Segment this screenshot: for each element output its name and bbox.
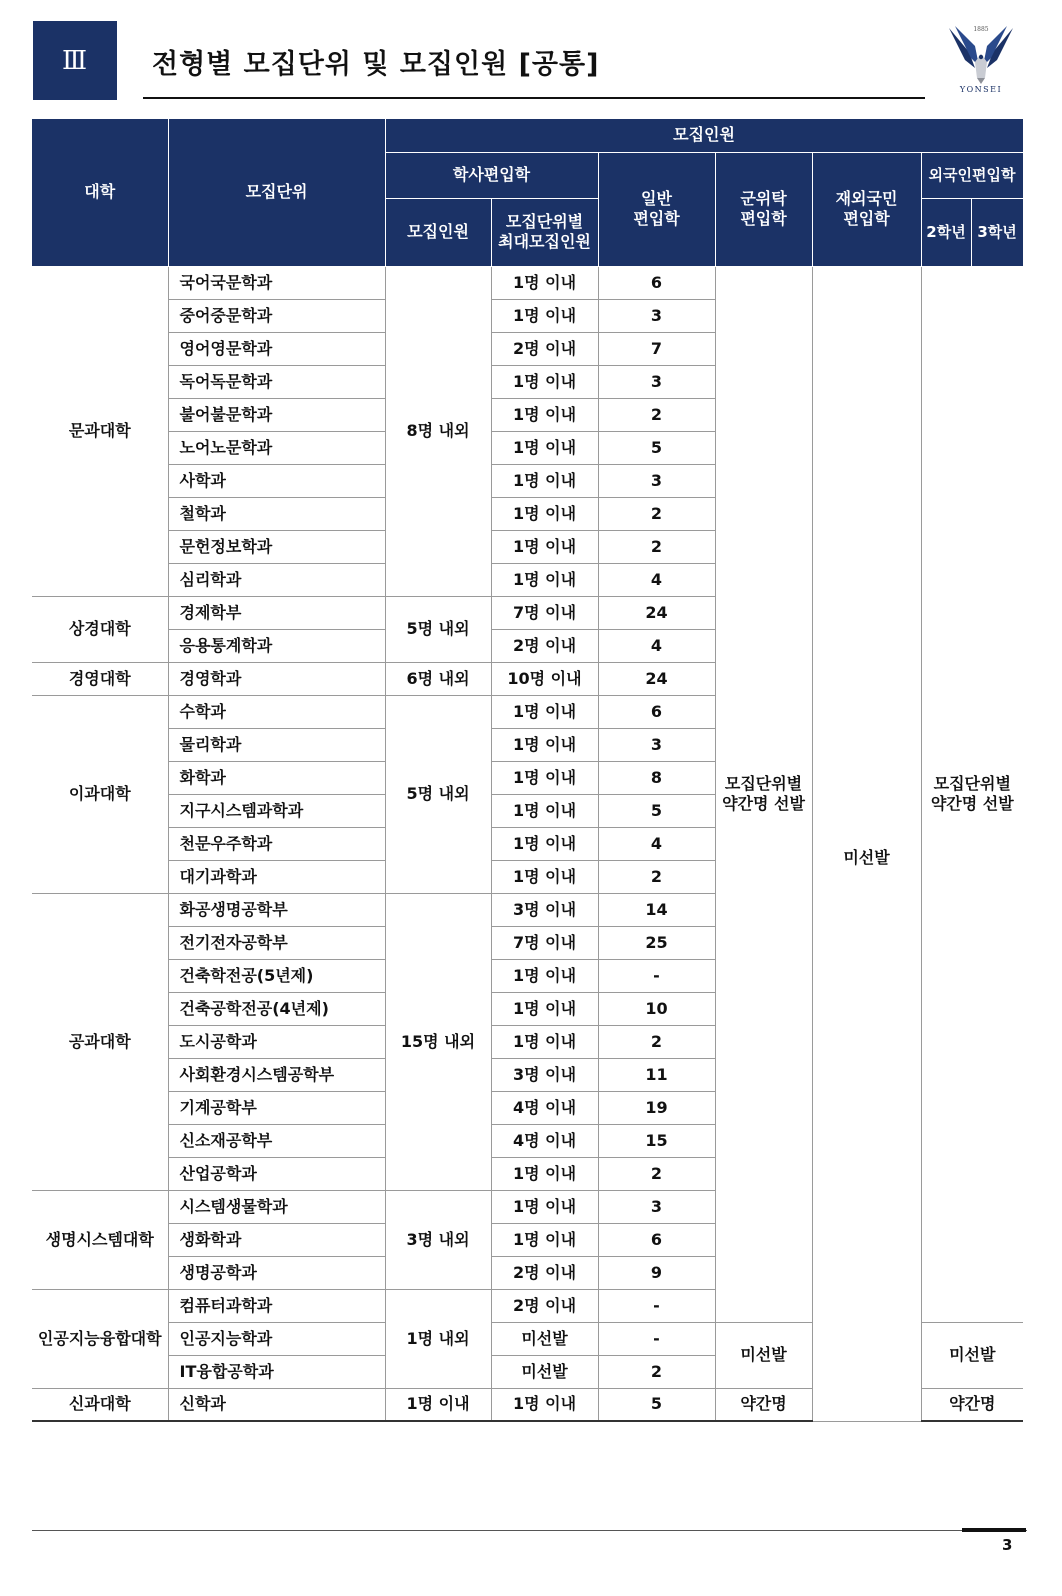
header-overseas-line1: 재외국민 xyxy=(835,189,898,208)
unit-max-cell: 1명 이내 xyxy=(491,1190,598,1223)
unit-max-cell: 1명 이내 xyxy=(491,1223,598,1256)
unit-cell: 응용통계학과 xyxy=(168,629,385,662)
header-year2: 2학년 xyxy=(921,198,971,266)
unit-max-cell: 1명 이내 xyxy=(491,1025,598,1058)
unit-max-cell: 1명 이내 xyxy=(491,1157,598,1190)
section-numeral-badge: Ⅲ xyxy=(33,21,117,100)
unit-max-cell: 1명 이내 xyxy=(491,860,598,893)
header-unit-max xyxy=(491,198,598,266)
header-foreign-transfer: 외국인편입학 xyxy=(921,152,1023,198)
header-bachelor-quota: 모집인원 xyxy=(385,198,491,266)
general-transfer-cell: 11 xyxy=(598,1058,715,1091)
general-transfer-cell: 10 xyxy=(598,992,715,1025)
header-military-transfer xyxy=(715,152,812,266)
general-transfer-cell: 2 xyxy=(598,497,715,530)
unit-max-cell: 1명 이내 xyxy=(491,827,598,860)
college-cell: 상경대학 xyxy=(32,596,168,662)
header-unit-max-line1: 모집단위별 xyxy=(505,212,584,231)
cell-line: 모집단위별 xyxy=(724,774,803,793)
unit-max-cell: 4명 이내 xyxy=(491,1124,598,1157)
unit-max-cell: 1명 이내 xyxy=(491,1388,598,1421)
college-cell: 인공지능융합대학 xyxy=(32,1289,168,1388)
unit-cell: 도시공학과 xyxy=(168,1025,385,1058)
unit-cell: 산업공학과 xyxy=(168,1157,385,1190)
unit-cell: 노어노문학과 xyxy=(168,431,385,464)
header-unit-max-line2: 최대모집인원 xyxy=(498,232,591,251)
unit-cell: 인공지능학과 xyxy=(168,1322,385,1355)
unit-max-cell: 1명 이내 xyxy=(491,992,598,1025)
cell-line: 약간명 선발 xyxy=(722,794,805,813)
general-transfer-cell: 6 xyxy=(598,1223,715,1256)
general-transfer-cell: 3 xyxy=(598,728,715,761)
header-military-line1: 군위탁 xyxy=(740,189,787,208)
college-cell: 공과대학 xyxy=(32,893,168,1190)
unit-cell: 국어국문학과 xyxy=(168,266,385,299)
title-underline xyxy=(143,97,925,99)
bachelor-quota-cell: 5명 내외 xyxy=(385,596,491,662)
bachelor-quota-cell: 15명 내외 xyxy=(385,893,491,1190)
general-transfer-cell: 4 xyxy=(598,827,715,860)
quota-table-body xyxy=(32,266,1023,1421)
unit-max-cell: 4명 이내 xyxy=(491,1091,598,1124)
unit-max-cell: 1명 이내 xyxy=(491,497,598,530)
unit-max-cell: 1명 이내 xyxy=(491,365,598,398)
unit-cell: 중어중문학과 xyxy=(168,299,385,332)
footer-rule xyxy=(32,1530,1027,1531)
college-cell: 신과대학 xyxy=(32,1388,168,1421)
general-transfer-cell: 3 xyxy=(598,299,715,332)
page-number: 3 xyxy=(1002,1536,1013,1554)
military-main-cell xyxy=(715,266,812,1322)
general-transfer-cell: 24 xyxy=(598,596,715,629)
unit-cell: IT융합공학과 xyxy=(168,1355,385,1388)
unit-max-cell: 1명 이내 xyxy=(491,464,598,497)
unit-cell: 경영학과 xyxy=(168,662,385,695)
header-general-line1: 일반 xyxy=(641,189,672,208)
general-transfer-cell: 4 xyxy=(598,629,715,662)
unit-max-cell: 1명 이내 xyxy=(491,530,598,563)
bachelor-quota-cell: 1명 이내 xyxy=(385,1388,491,1421)
unit-max-cell: 1명 이내 xyxy=(491,431,598,464)
bachelor-quota-cell: 1명 내외 xyxy=(385,1289,491,1388)
unit-max-cell: 2명 이내 xyxy=(491,332,598,365)
unit-cell: 건축공학전공(4년제) xyxy=(168,992,385,1025)
college-cell: 문과대학 xyxy=(32,266,168,596)
header-quota-group: 모집인원 xyxy=(385,119,1023,152)
unit-cell: 불어불문학과 xyxy=(168,398,385,431)
unit-cell: 지구시스템과학과 xyxy=(168,794,385,827)
header-overseas-transfer xyxy=(812,152,921,266)
college-cell: 이과대학 xyxy=(32,695,168,893)
unit-max-cell: 1명 이내 xyxy=(491,299,598,332)
general-transfer-cell: 6 xyxy=(598,266,715,299)
unit-max-cell: 2명 이내 xyxy=(491,1256,598,1289)
general-transfer-cell: 2 xyxy=(598,398,715,431)
college-cell: 경영대학 xyxy=(32,662,168,695)
military-ai-cell: 미선발 xyxy=(715,1322,812,1388)
unit-cell: 기계공학부 xyxy=(168,1091,385,1124)
unit-cell: 사회환경시스템공학부 xyxy=(168,1058,385,1091)
header-year3: 3학년 xyxy=(971,198,1023,266)
unit-cell: 화학과 xyxy=(168,761,385,794)
unit-max-cell: 1명 이내 xyxy=(491,959,598,992)
general-transfer-cell: - xyxy=(598,959,715,992)
unit-cell: 사학과 xyxy=(168,464,385,497)
unit-max-cell: 7명 이내 xyxy=(491,596,598,629)
unit-cell: 생명공학과 xyxy=(168,1256,385,1289)
unit-max-cell: 미선발 xyxy=(491,1355,598,1388)
military-theology-cell: 약간명 xyxy=(715,1388,812,1421)
unit-max-cell: 1명 이내 xyxy=(491,695,598,728)
general-transfer-cell: 7 xyxy=(598,332,715,365)
unit-cell: 물리학과 xyxy=(168,728,385,761)
unit-max-cell: 미선발 xyxy=(491,1322,598,1355)
general-transfer-cell: 5 xyxy=(598,794,715,827)
general-transfer-cell: 14 xyxy=(598,893,715,926)
general-transfer-cell: 3 xyxy=(598,1190,715,1223)
cell-line: 약간명 선발 xyxy=(930,794,1014,813)
header-military-line2: 편입학 xyxy=(740,209,787,228)
college-cell: 생명시스템대학 xyxy=(32,1190,168,1289)
quota-table xyxy=(32,119,1024,1422)
unit-cell: 독어독문학과 xyxy=(168,365,385,398)
unit-cell: 대기과학과 xyxy=(168,860,385,893)
header-overseas-line2: 편입학 xyxy=(843,209,890,228)
general-transfer-cell: 9 xyxy=(598,1256,715,1289)
unit-max-cell: 2명 이내 xyxy=(491,629,598,662)
foreign-main-cell xyxy=(921,266,1023,1322)
cell-line: 모집단위별 xyxy=(933,774,1011,793)
general-transfer-cell: 2 xyxy=(598,1355,715,1388)
unit-cell: 생화학과 xyxy=(168,1223,385,1256)
unit-cell: 컴퓨터과학과 xyxy=(168,1289,385,1322)
page-title: 전형별 모집단위 및 모집인원 [공통] xyxy=(152,49,600,80)
header-general-transfer xyxy=(598,152,715,266)
general-transfer-cell: 5 xyxy=(598,431,715,464)
unit-cell: 천문우주학과 xyxy=(168,827,385,860)
foreign-theology-cell: 약간명 xyxy=(921,1388,1023,1421)
unit-cell: 시스템생물학과 xyxy=(168,1190,385,1223)
unit-cell: 전기전자공학부 xyxy=(168,926,385,959)
unit-cell: 화공생명공학부 xyxy=(168,893,385,926)
table-row xyxy=(32,266,1023,299)
unit-cell: 문헌정보학과 xyxy=(168,530,385,563)
unit-max-cell: 7명 이내 xyxy=(491,926,598,959)
general-transfer-cell: 4 xyxy=(598,563,715,596)
unit-max-cell: 10명 이내 xyxy=(491,662,598,695)
foreign-ai-cell: 미선발 xyxy=(921,1322,1023,1388)
unit-cell: 건축학전공(5년제) xyxy=(168,959,385,992)
general-transfer-cell: 2 xyxy=(598,1157,715,1190)
header-general-line2: 편입학 xyxy=(633,209,680,228)
general-transfer-cell: 25 xyxy=(598,926,715,959)
general-transfer-cell: - xyxy=(598,1289,715,1322)
header-unit: 모집단위 xyxy=(168,119,385,266)
logo-wordmark: YONSEI xyxy=(959,85,1003,94)
bachelor-quota-cell: 6명 내외 xyxy=(385,662,491,695)
general-transfer-cell: 19 xyxy=(598,1091,715,1124)
unit-max-cell: 2명 이내 xyxy=(491,1289,598,1322)
general-transfer-cell: 15 xyxy=(598,1124,715,1157)
unit-cell: 신학과 xyxy=(168,1388,385,1421)
general-transfer-cell: 24 xyxy=(598,662,715,695)
general-transfer-cell: 5 xyxy=(598,1388,715,1421)
unit-cell: 영어영문학과 xyxy=(168,332,385,365)
header-bachelor-transfer: 학사편입학 xyxy=(385,152,598,198)
unit-max-cell: 1명 이내 xyxy=(491,761,598,794)
header-college: 대학 xyxy=(32,119,168,266)
unit-cell: 신소재공학부 xyxy=(168,1124,385,1157)
bachelor-quota-cell: 8명 내외 xyxy=(385,266,491,596)
general-transfer-cell: 3 xyxy=(598,365,715,398)
general-transfer-cell: 8 xyxy=(598,761,715,794)
bachelor-quota-cell: 5명 내외 xyxy=(385,695,491,893)
unit-max-cell: 1명 이내 xyxy=(491,728,598,761)
general-transfer-cell: 6 xyxy=(598,695,715,728)
unit-max-cell: 1명 이내 xyxy=(491,398,598,431)
logo-year: 1885 xyxy=(973,26,989,33)
unit-max-cell: 1명 이내 xyxy=(491,563,598,596)
general-transfer-cell: 2 xyxy=(598,530,715,563)
unit-max-cell: 3명 이내 xyxy=(491,1058,598,1091)
overseas-main-cell: 미선발 xyxy=(812,266,921,1421)
general-transfer-cell: 2 xyxy=(598,860,715,893)
general-transfer-cell: - xyxy=(598,1322,715,1355)
unit-cell: 수학과 xyxy=(168,695,385,728)
footer-accent-bar xyxy=(962,1528,1026,1532)
yonsei-logo xyxy=(935,22,1027,102)
bachelor-quota-cell: 3명 내외 xyxy=(385,1190,491,1289)
unit-max-cell: 1명 이내 xyxy=(491,794,598,827)
unit-cell: 심리학과 xyxy=(168,563,385,596)
general-transfer-cell: 3 xyxy=(598,464,715,497)
unit-max-cell: 3명 이내 xyxy=(491,893,598,926)
unit-max-cell: 1명 이내 xyxy=(491,266,598,299)
general-transfer-cell: 2 xyxy=(598,1025,715,1058)
unit-cell: 경제학부 xyxy=(168,596,385,629)
unit-cell: 철학과 xyxy=(168,497,385,530)
